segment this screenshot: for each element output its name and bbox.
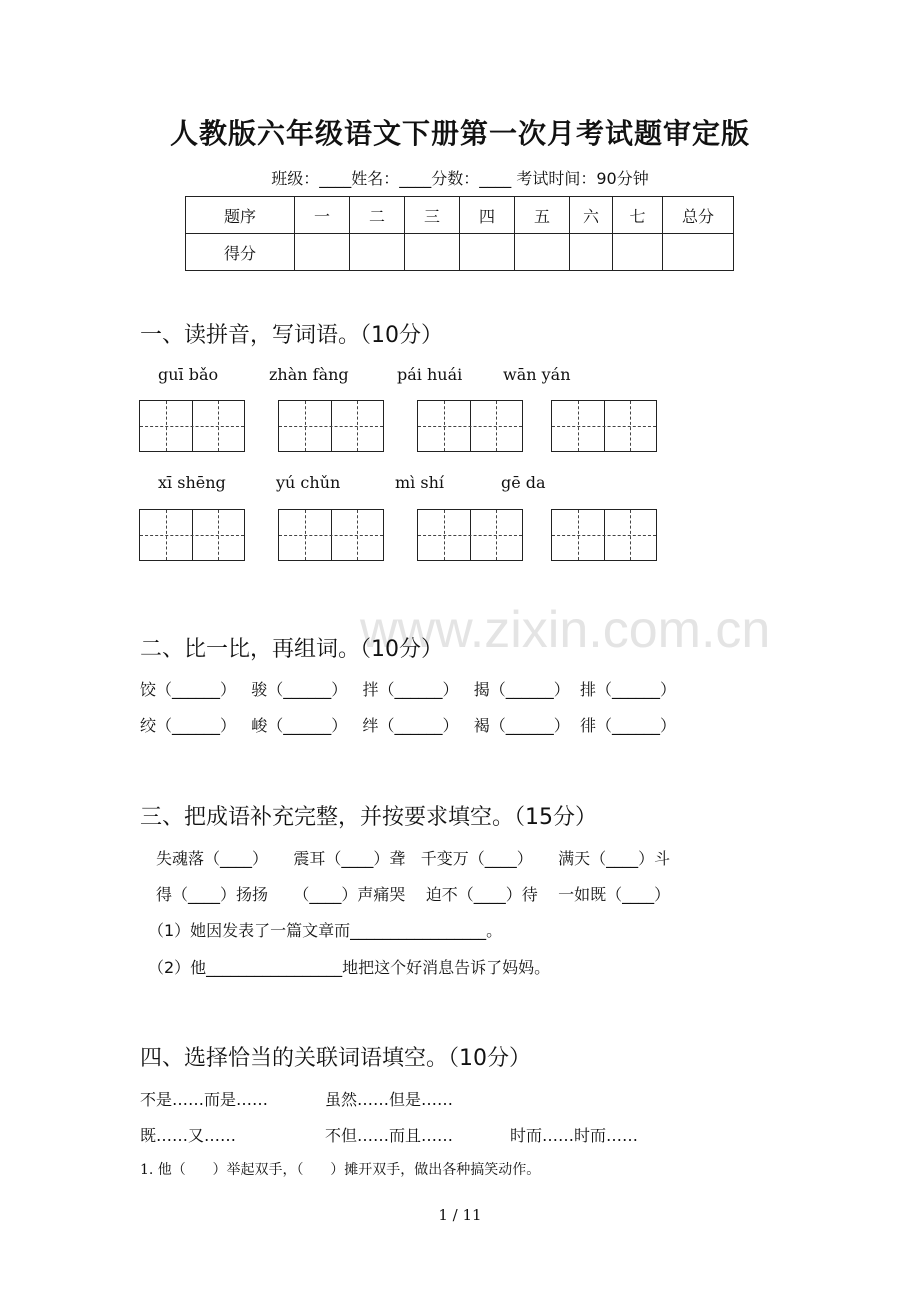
conjunction-option: 既……又…… [140,1126,237,1145]
score-header-cell: 题序 [186,197,295,234]
score-cell[interactable] [460,234,515,271]
score-header-cell: 三 [405,197,460,234]
score-header-cell: 二 [350,197,405,234]
score-cell[interactable] [295,234,350,271]
score-header-cell: 一 [295,197,350,234]
fill-question: 1. 他（ ）举起双手，（ ）摊开双手，做出各种搞笑动作。 [140,1162,541,1178]
score-cell[interactable] [515,234,570,271]
pinyin-label: pái huái [397,365,463,384]
score-table [185,196,734,271]
writing-grid-box[interactable] [417,509,523,561]
pinyin-label: yú chǔn [276,473,341,492]
score-header-cell: 四 [460,197,515,234]
word-compare-row: 绞（______） 峻（______） 绊（______） 褐（______） 徘（______） [140,716,676,735]
conjunction-option: 不但……而且…… [325,1126,454,1145]
writing-grid-box[interactable] [551,509,657,561]
section1-heading: 一、读拼音，写词语。（10分） [140,323,443,348]
writing-grid-box[interactable] [417,400,523,452]
idiom-row: 失魂落（____） 震耳（____）聋 千变万（____） 满天（____）斗 [156,849,671,868]
score-cell[interactable] [405,234,460,271]
score-table-score-row [186,234,734,271]
writing-grid-box[interactable] [139,509,245,561]
pinyin-label: guī bǎo [158,365,219,384]
score-cell[interactable] [663,234,734,271]
pinyin-label: gē da [501,473,546,492]
score-table-header-row [186,197,734,234]
section4-heading: 四、选择恰当的关联词语填空。（10分） [140,1046,531,1071]
writing-grid-box[interactable] [278,400,384,452]
score-header-cell: 七 [613,197,663,234]
page-title: 人教版六年级语文下册第一次月考试题审定版 [169,117,750,150]
writing-grid-box[interactable] [139,400,245,452]
fill-question: （1）她因发表了一篇文章而_________________。 [148,921,503,940]
page-number: 1 / 11 [438,1206,482,1224]
writing-grid-box[interactable] [278,509,384,561]
score-cell[interactable] [570,234,613,271]
score-cell[interactable] [613,234,663,271]
pinyin-label: mì shí [395,473,445,492]
score-header-cell: 五 [515,197,570,234]
conjunction-option: 不是……而是…… [140,1090,269,1109]
student-info-line: 班级：____姓名：____分数：____ 考试时间：90分钟 [271,169,649,188]
word-compare-row: 饺（______） 骏（______） 拌（______） 揭（______） 排（______） [140,680,676,699]
conjunction-option: 时而……时而…… [510,1126,639,1145]
pinyin-label: xī shēng [158,473,226,492]
pinyin-label: zhàn fàng [269,365,349,384]
writing-grid-box[interactable] [551,400,657,452]
score-row-label: 得分 [186,234,295,271]
pinyin-label: wān yán [503,365,571,384]
watermark: www.zixin.com.cn [360,601,771,659]
idiom-row: 得（____）扬扬 （____）声痛哭 迫不（____）待 一如既（____） [156,885,671,904]
conjunction-option: 虽然……但是…… [325,1090,454,1109]
fill-question: （2）他_________________地把这个好消息告诉了妈妈。 [148,958,551,977]
section2-heading: 二、比一比，再组词。（10分） [140,637,443,662]
section3-heading: 三、把成语补充完整，并按要求填空。（15分） [140,805,597,830]
score-header-cell: 总分 [663,197,734,234]
score-header-cell: 六 [570,197,613,234]
score-cell[interactable] [350,234,405,271]
